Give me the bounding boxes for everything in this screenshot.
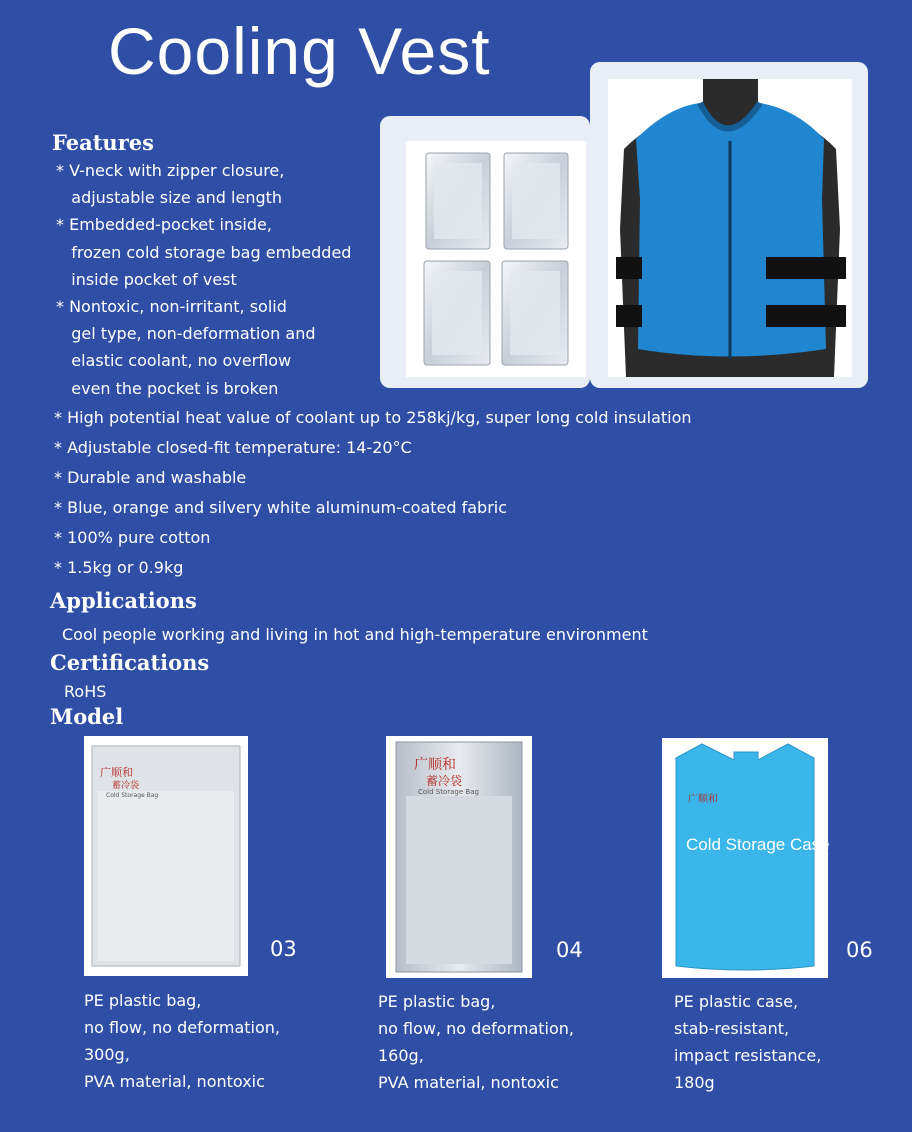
- desc-line: PE plastic bag,: [378, 992, 496, 1011]
- desc-line: 160g,: [378, 1046, 424, 1065]
- page-title: Cooling Vest: [108, 14, 491, 88]
- desc-line: no flow, no deformation,: [84, 1018, 280, 1037]
- feature-line: * Embedded-pocket inside,: [56, 215, 272, 235]
- desc-line: no flow, no deformation,: [378, 1019, 574, 1038]
- feature-line: frozen cold storage bag embedded: [56, 242, 352, 262]
- feature-line: gel type, non-deformation and: [56, 324, 316, 344]
- applications-heading: Applications: [50, 588, 197, 613]
- product-number: 04: [556, 938, 583, 962]
- bag-label: Cold Storage Bag: [106, 792, 159, 799]
- features-heading: Features: [52, 130, 154, 155]
- product-04-image: [386, 736, 532, 978]
- vest-image: [608, 79, 852, 377]
- desc-line: stab-resistant,: [674, 1019, 790, 1038]
- bag-label: Cold Storage Bag: [418, 788, 479, 796]
- feature-line: inside pocket of vest: [56, 269, 237, 289]
- product-number: 03: [270, 937, 297, 961]
- product-04-description: [378, 988, 574, 1096]
- desc-line: PVA material, nontoxic: [378, 1073, 559, 1092]
- brand-label: 广顺和: [414, 757, 456, 773]
- applications-text: Cool people working and living in hot and high-temperature environment: [62, 625, 648, 644]
- feature-line: even the pocket is broken: [56, 378, 279, 398]
- feature-line: * Nontoxic, non-irritant, solid: [56, 297, 287, 317]
- certifications-text: RoHS: [64, 682, 107, 701]
- product-06-description: [674, 988, 821, 1096]
- product-06-image: [662, 738, 828, 978]
- product-number: 06: [846, 938, 873, 962]
- feature-bullet: * Blue, orange and silvery white aluminum-coated fabric: [54, 498, 508, 517]
- feature-line: * V-neck with zipper closure,: [56, 161, 285, 180]
- model-heading: Model: [50, 704, 124, 729]
- feature-bullet: * 1.5kg or 0.9kg: [54, 558, 184, 577]
- desc-line: PVA material, nontoxic: [84, 1072, 265, 1091]
- desc-line: 300g,: [84, 1045, 130, 1064]
- product-03-image: [84, 736, 248, 976]
- brand-label: 广顺和: [100, 766, 133, 779]
- case-label: Cold Storage Case: [686, 835, 830, 854]
- features-nested-list: [56, 157, 351, 402]
- feature-bullet: * High potential heat value of coolant up to 258kj/kg, super long cold insulation: [54, 408, 692, 427]
- brand-label: 广顺和: [688, 794, 718, 805]
- feature-line: adjustable size and length: [56, 188, 283, 208]
- feature-bullet: * 100% pure cotton: [54, 528, 211, 547]
- feature-bullet: * Adjustable closed-fit temperature: 14-20°C: [54, 438, 412, 457]
- feature-bullet: * Durable and washable: [54, 468, 247, 487]
- certifications-heading: Certifications: [50, 650, 210, 675]
- feature-line: elastic coolant, no overflow: [56, 351, 292, 371]
- desc-line: impact resistance,: [674, 1046, 822, 1065]
- product-03-description: [84, 987, 280, 1095]
- features-list: [54, 403, 692, 583]
- desc-line: 180g: [674, 1073, 715, 1092]
- brand-sub-label: 蓄冷袋: [426, 774, 463, 788]
- desc-line: PE plastic bag,: [84, 991, 202, 1010]
- gel-packs-image: [406, 141, 586, 377]
- desc-line: PE plastic case,: [674, 992, 799, 1011]
- brand-sub-label: 蓄冷袋: [112, 781, 140, 791]
